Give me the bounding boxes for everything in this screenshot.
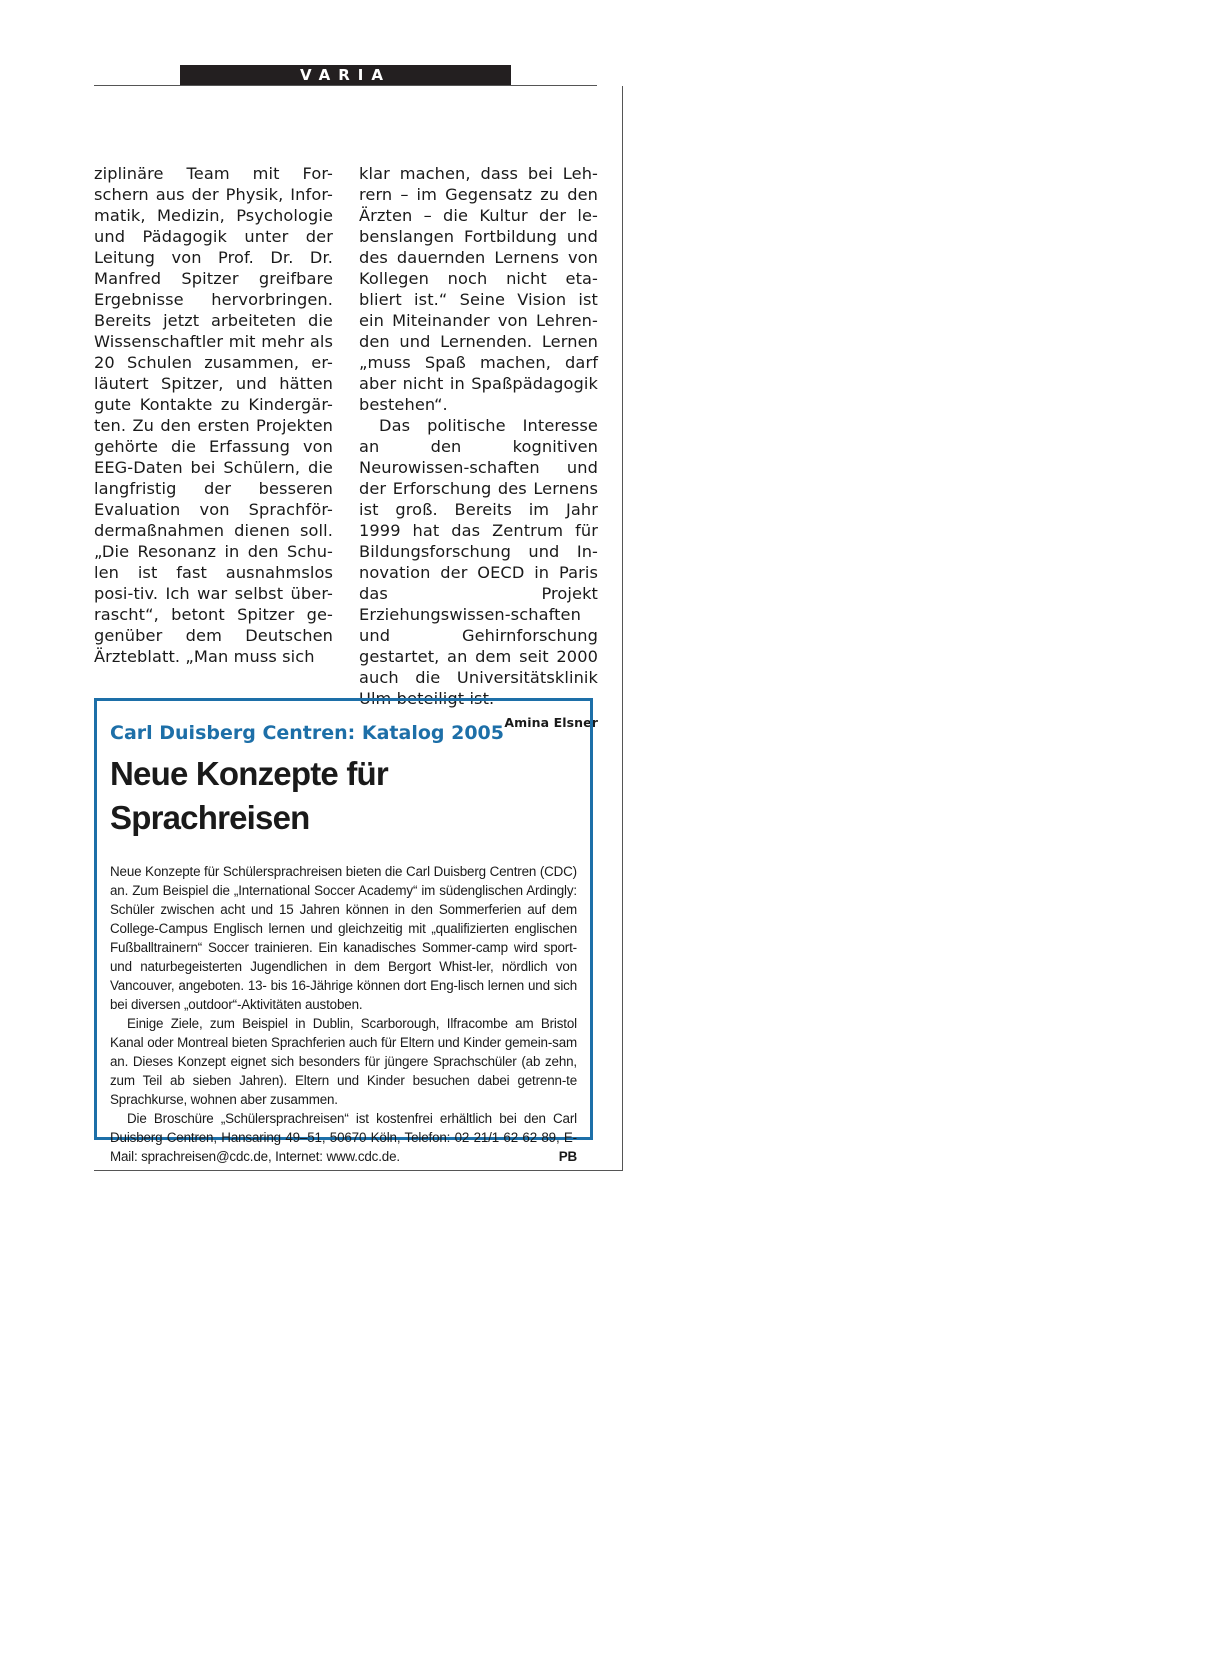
header-rule — [94, 85, 597, 86]
author-byline: Amina Elsner — [504, 715, 598, 730]
article-paragraph — [359, 415, 598, 730]
bottom-rule — [94, 1170, 623, 1171]
article-column-right — [359, 163, 598, 733]
article-paragraph-text: Das politische Interesse an den kognitiven Neurowissen-schaften und der Erforschung des Lernens ist groß. Bereits im Jahr 1999 hat das Zentrum für Bildungsforschung und In-novation der OECD in Paris das Projekt Erziehungswissen-schaften und Gehirnforschung gestartet, an dem seit 2000 auch die Universitätsklinik Ulm beteiligt ist. — [359, 416, 598, 708]
box-kicker: Carl Duisberg Centren: Katalog 2005 — [110, 722, 504, 744]
column-divider-rule — [622, 86, 623, 1170]
box-body — [110, 862, 577, 1166]
box-credit: PB — [558, 1149, 577, 1164]
article-paragraph: klar machen, dass bei Leh-rern – im Gegensatz zu den Ärzten – die Kultur der le-benslangen Fortbildung und des dauernden Lernens von Kollegen noch nicht eta-bliert ist.“ Seine Vision ist ein Miteinander von Lehren-den und Lernenden. Lernen „muss Spaß machen, darf aber nicht in Spaßpädagogik bestehen“. — [359, 164, 598, 414]
box-headline: Neue Konzepte für Sprachreisen — [110, 755, 388, 836]
info-box — [94, 698, 593, 1164]
box-paragraph — [110, 1109, 577, 1166]
section-header: VARIA — [180, 65, 511, 85]
box-paragraph-text: Die Broschüre „Schülersprachreisen“ ist kostenfrei erhältlich bei den Carl Duisberg Centren, Hansaring 49–51, 50670 Köln, Telefon: 02 21/1 62 62 89, E-Mail: sprachreisen@cdc.de, Internet: www.cdc.de. — [110, 1111, 577, 1164]
box-paragraph: Neue Konzepte für Schülersprachreisen bieten die Carl Duisberg Centren (CDC) an. Zum Beispiel die „International Soccer Academy“ im südenglischen Ardingly: Schüler zwischen acht und 15 Jahren können in den Sommerferien auf dem College-Campus Englisch lernen und gleichzeitig mit „qualifizierten englischen Fußballtrainern“ Soccer trainieren. Ein kanadisches Sommer-camp wird sport- und naturbegeisterten Jugendlichen in dem Bergort Whist-ler, nördlich von Vancouver, angeboten. 13- bis 16-Jährige können dort Eng-lisch lernen und sich bei diversen „outdoor“-Aktivitäten austoben. — [110, 864, 577, 1012]
box-paragraph: Einige Ziele, zum Beispiel in Dublin, Scarborough, Ilfracombe am Bristol Kanal oder Montreal bieten Sprachferien auch für Eltern und Kinder gemein-sam an. Dieses Konzept eignet sich besonders für jüngere Sprachschüler (ab zehn, zum Teil ab sieben Jahren). Eltern und Kinder besuchen dabei getrenn-te Sprachkurse, wohnen aber zusammen. — [110, 1016, 577, 1107]
article-paragraph: ziplinäre Team mit For-schern aus der Physik, Infor-matik, Medizin, Psychologie und Pädagogik unter der Leitung von Prof. Dr. Dr. Manfred Spitzer greifbare Ergebnisse hervorbringen. Bereits jetzt arbeiteten die Wissenschaftler mit mehr als 20 Schulen zusammen, er-läutert Spitzer, und hätten gute Kontakte zu Kindergär-ten. Zu den ersten Projekten gehörte die Erfassung von EEG-Daten bei Schülern, die langfristig der besseren Evaluation von Sprachför-dermaßnahmen dienen soll. „Die Resonanz in den Schu-len ist fast ausnahmslos posi-tiv. Ich war selbst über-rascht“, betont Spitzer ge-genüber dem Deutschen Ärzteblatt. „Man muss sich — [94, 164, 333, 666]
article-column-left — [94, 163, 333, 667]
